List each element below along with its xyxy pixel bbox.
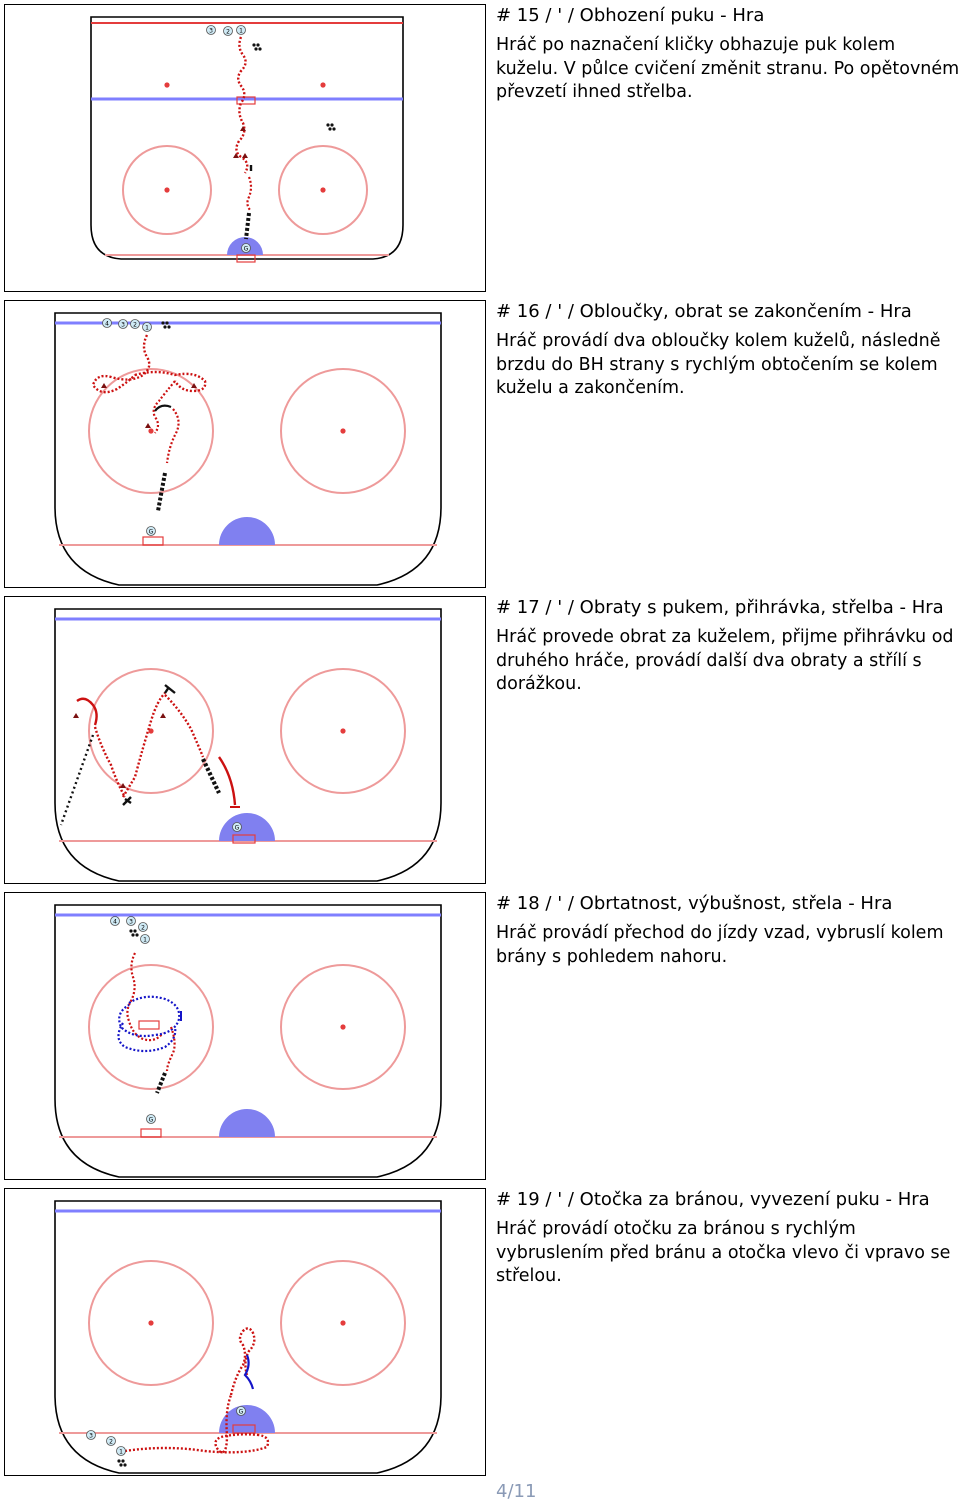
svg-text:1: 1	[239, 27, 243, 35]
drill-text	[496, 4, 960, 105]
player-marker-2	[224, 27, 233, 36]
drill-description: Hráč provede obrat za kuželem, přijme přihrávku od druhého hráče, provádí další dva obraty a střílí s dorážkou.	[496, 627, 954, 694]
goalie-marker	[242, 244, 251, 253]
drill-title: # 16 / ' / Obloučky, obrat se zakončením - Hra	[496, 301, 912, 322]
rink-diagram	[5, 301, 485, 587]
goalie-marker	[237, 1407, 246, 1416]
drill-18	[0, 888, 960, 1182]
player-marker-3	[207, 26, 216, 35]
drill-title: # 19 / ' / Otočka za bránou, vyvezení puku - Hra	[496, 1189, 930, 1210]
drill-title: # 15 / ' / Obhození puku - Hra	[496, 5, 765, 26]
goalie-marker	[147, 1115, 156, 1124]
svg-text:2: 2	[109, 1438, 113, 1446]
player-marker-1	[117, 1447, 126, 1456]
svg-text:G: G	[148, 528, 154, 536]
drill-text	[496, 300, 960, 401]
player-marker-3	[119, 320, 128, 329]
svg-text:3: 3	[89, 1432, 93, 1440]
drill-title: # 18 / ' / Obrtatnost, výbušnost, střela - Hra	[496, 893, 893, 914]
svg-text:4: 4	[113, 918, 117, 926]
player-marker-1	[141, 935, 150, 944]
player-marker-2	[131, 320, 140, 329]
drill-description: Hráč provádí otočku za bránou s rychlým vybruslením před bránu a otočka vlevo či vpravo se střelou.	[496, 1219, 951, 1286]
drill-diagram	[4, 300, 486, 588]
svg-text:1: 1	[119, 1448, 123, 1456]
player-marker-2	[139, 923, 148, 932]
drill-text	[496, 596, 960, 697]
svg-text:G: G	[238, 1408, 244, 1416]
drill-description: Hráč provádí přechod do jízdy vzad, vybruslí kolem brány s pohledem nahoru.	[496, 923, 944, 967]
player-marker-4	[111, 917, 120, 926]
drill-diagram	[4, 4, 486, 292]
svg-text:3: 3	[129, 918, 133, 926]
player-marker-2	[107, 1437, 116, 1446]
rink-diagram	[5, 5, 485, 291]
player-marker-4	[103, 319, 112, 328]
svg-text:G: G	[234, 824, 240, 832]
rink-diagram	[5, 893, 485, 1179]
svg-text:G: G	[148, 1116, 154, 1124]
svg-text:4: 4	[105, 320, 109, 328]
player-marker-3	[127, 917, 136, 926]
drill-title: # 17 / ' / Obraty s pukem, přihrávka, střelba - Hra	[496, 597, 944, 618]
drill-description: Hráč po naznačení kličky obhazuje puk kolem kuželu. V půlce cvičení změnit stranu. Po opětovném převzetí ihned střelba.	[496, 35, 960, 102]
drill-text	[496, 1188, 960, 1289]
page-number: 4/11	[496, 1481, 537, 1502]
drill-16	[0, 296, 960, 590]
svg-text:2: 2	[141, 924, 145, 932]
goalie-marker	[147, 527, 156, 536]
svg-text:1: 1	[143, 936, 147, 944]
rink-diagram	[5, 597, 485, 883]
player-marker-1	[143, 323, 152, 332]
drill-diagram	[4, 892, 486, 1180]
drill-diagram	[4, 596, 486, 884]
drill-diagram	[4, 1188, 486, 1476]
goalie-marker	[233, 823, 242, 832]
drill-description: Hráč provádí dva obloučky kolem kuželů, následně brzdu do BH strany s rychlým obtočením se kolem kuželu a zakončením.	[496, 331, 941, 398]
drill-17	[0, 592, 960, 886]
svg-text:1: 1	[145, 324, 149, 332]
player-marker-1	[237, 26, 246, 35]
rink-diagram	[5, 1189, 485, 1475]
svg-text:3: 3	[121, 321, 125, 329]
svg-text:G: G	[243, 245, 249, 253]
svg-text:3: 3	[209, 27, 213, 35]
drill-19	[0, 1184, 960, 1478]
svg-text:2: 2	[226, 28, 230, 36]
drill-15	[0, 0, 960, 294]
player-marker-3	[87, 1431, 96, 1440]
drill-text	[496, 892, 960, 969]
svg-text:2: 2	[133, 321, 137, 329]
